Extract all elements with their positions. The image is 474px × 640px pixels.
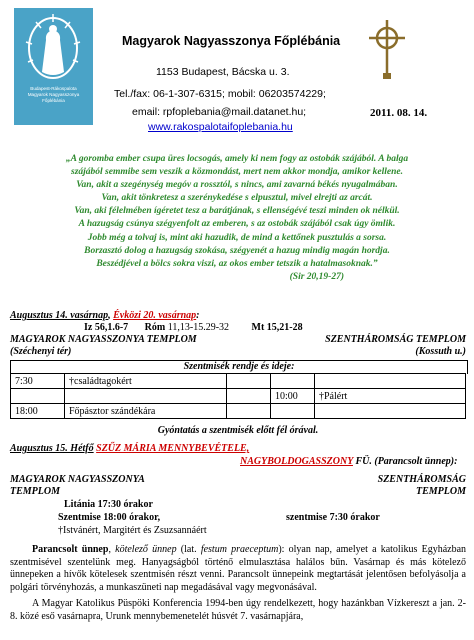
term-italic: kötelező ünnep — [115, 544, 177, 555]
intention-cell — [315, 374, 466, 389]
church-right: SZENTHÁROMSÁG TEMPLOM — [325, 334, 466, 345]
church-left-location: (Széchenyi tér) — [10, 346, 72, 357]
parish-name: Magyarok Nagyasszonya Főplébánia — [122, 34, 341, 48]
mass-time-right: szentmise 7:30 órakor — [286, 512, 380, 523]
reading-2-label: Róm — [144, 322, 166, 333]
parish-website-link[interactable]: www.rakospalotaifoplebania.hu — [148, 121, 293, 133]
term-bold: Parancsolt ünnep — [32, 544, 109, 555]
bulletin-date: 2011. 08. 14. — [370, 107, 428, 119]
monday-church-right: SZENTHÁROMSÁG — [377, 474, 466, 485]
monday-feast-2: NAGYBOLDOGASSZONY — [240, 456, 353, 467]
sunday-heading: Augusztus 14. vasárnap, Évközi 20. vasárnap: — [10, 310, 200, 321]
quote-line: Van, akit a szegénység megóv a rossztól, s nincs, ami zavarná békés nyugalmában. — [76, 180, 398, 191]
intention-cell: †Pálért — [315, 389, 466, 404]
reading-2: 11,13-15.29-32 — [167, 322, 230, 333]
scripture-quote — [10, 153, 464, 284]
time-cell — [271, 404, 315, 419]
quote-line: Van, aki félelmében ígéretet tesz a barátjának, s ellenségévé teszi minden ok nélkül. — [74, 206, 400, 217]
monday-feast-suffix: FÜ. (Parancsolt ünnep): — [352, 456, 458, 467]
quote-line: Borzasztó dolog a hazugság szokása, szégyenét a hazug mindig magán hordja. — [84, 245, 390, 256]
monday-heading-2 — [240, 456, 457, 467]
monday-church-left: MAGYAROK NAGYASSZONYA — [10, 474, 145, 485]
table-row — [11, 389, 466, 404]
church-left: MAGYAROK NAGYASSZONYA TEMPLOM — [10, 334, 197, 345]
quote-line: Van, akit tönkretesz a szerénykedése s elpusztul, mivel elrejti az arcát. — [101, 193, 373, 204]
parish-address: 1153 Budapest, Bácska u. 3. — [156, 66, 290, 78]
quote-reference: (Sir 20,19-27) — [289, 271, 344, 282]
sunday-feast: Évközi 20. vasárnap — [113, 310, 197, 321]
time-cell — [11, 389, 65, 404]
mass-schedule-table — [10, 373, 466, 419]
monday-feast-1: SZŰZ MÁRIA MENNYBEVÉTELE, — [96, 443, 250, 454]
paragraph-holy-day: Parancsolt ünnep, kötelező ünnep (lat. festum praeceptum): olyan nap, amelyet a katolikus Egyházban szentmisével szentelünk meg. Hanyagságból történő elmulasztása halálos bűn. Vasárnap és más kötelező ünnepeken a hívők kötelesek szentmisén részt venni. Parancsolt ünnepeink megtartását jelentősen befolyásolja a polgári törvényhozás, a munkaszüneti nap megadásával vagy megvonásával. — [10, 544, 467, 593]
quote-line: Beszédjével a bölcs sokra viszi, az okos ember tetszik a hatalmasoknak.” — [96, 258, 378, 269]
time-cell: 18:00 — [11, 404, 65, 419]
body-text — [10, 544, 466, 624]
mass-intention: †Istvánért, Margitért és Zsuzsannáért — [58, 525, 207, 536]
quote-line: szájából semmibe sem veszik a közmondást, mert nem akkor mondja, amikor kellene. — [71, 167, 403, 178]
time-cell: 7:30 — [11, 374, 65, 389]
monday-heading — [10, 443, 249, 454]
text-fragment: (lat. — [176, 544, 201, 555]
logo-text-1: Budapest-Rákospalota — [30, 86, 77, 91]
logo-text-3: Főplébánia — [42, 98, 65, 103]
logo-text-2: Magyarok Nagyasszonya — [27, 92, 80, 97]
quote-line: A hazugság csúnya szégyenfolt az emberen, s az ostobák szájából csak úgy ömlik. — [78, 219, 396, 230]
quote-line: „A goromba ember csupa üres locsogás, amely ki nem fogy az ostobák szájából. A balga — [65, 154, 409, 164]
sunday-readings — [84, 322, 303, 333]
time-cell — [271, 374, 315, 389]
paragraph-bishops: A Magyar Katolikus Püspöki Konferencia 1994-ben úgy rendelkezett, hogy hazánkban Vízkereszt a jan. 2-8. közé eső vasárnapra, Urunk mennybemenetelét húsvét 7. vasárnapjára, — [10, 598, 466, 622]
monday-church-left-2: TEMPLOM — [10, 486, 60, 497]
confession-note: Gyóntatás a szentmisék előtt fél órával. — [157, 425, 319, 436]
monday-church-right-2: TEMPLOM — [416, 486, 466, 497]
paragraph-text: ): olyan nap, amelyet a katolikus Egyházban szentmisével szentelünk meg. Hanyagságból történő elmulasztása halálos bűn. Vasárnap és más kötelező ünnepeken a hívők kötelesek szentmisén részt venni. Parancsolt ünnepeink megtartását jelentősen befolyásolja a polgári törvényhozás, a munkaszüneti nap megadásával vagy megvonásával. — [10, 544, 467, 593]
table-row — [11, 404, 466, 419]
reading-3: Mt 15,21-28 — [251, 322, 303, 333]
intention-cell — [315, 404, 466, 419]
parish-logo — [14, 8, 93, 125]
intention-cell: †családtagokért — [65, 374, 227, 389]
mass-time-left: Szentmise 18:00 órakor, — [58, 512, 161, 523]
reading-1: Iz 56,1.6-7 — [84, 322, 129, 333]
parish-phone: Tel./fax: 06-1-307-6315; mobil: 06203574229; — [114, 88, 326, 100]
schedule-title: Szentmisék rendje és ideje: — [10, 360, 468, 374]
litany-time: Litánia 17:30 órakor — [64, 499, 153, 510]
quote-line: Jobb még a tolvaj is, mint aki hazudik, de mind a kettőnek pusztulás a sorsa. — [87, 232, 387, 243]
time-cell: 10:00 — [271, 389, 315, 404]
term-latin: festum praeceptum — [200, 544, 279, 555]
celtic-cross-icon — [364, 18, 410, 80]
monday-date: Augusztus 15. Hétfő — [10, 443, 94, 454]
parish-email: email: rpfoplebania@mail.datanet.hu; — [132, 106, 307, 118]
table-row — [11, 374, 466, 389]
intention-cell: Főpásztor szándékára — [65, 404, 227, 419]
intention-cell — [65, 389, 227, 404]
church-right-location: (Kossuth u.) — [415, 346, 466, 357]
sunday-date: Augusztus 14. vasárnap — [10, 310, 109, 321]
